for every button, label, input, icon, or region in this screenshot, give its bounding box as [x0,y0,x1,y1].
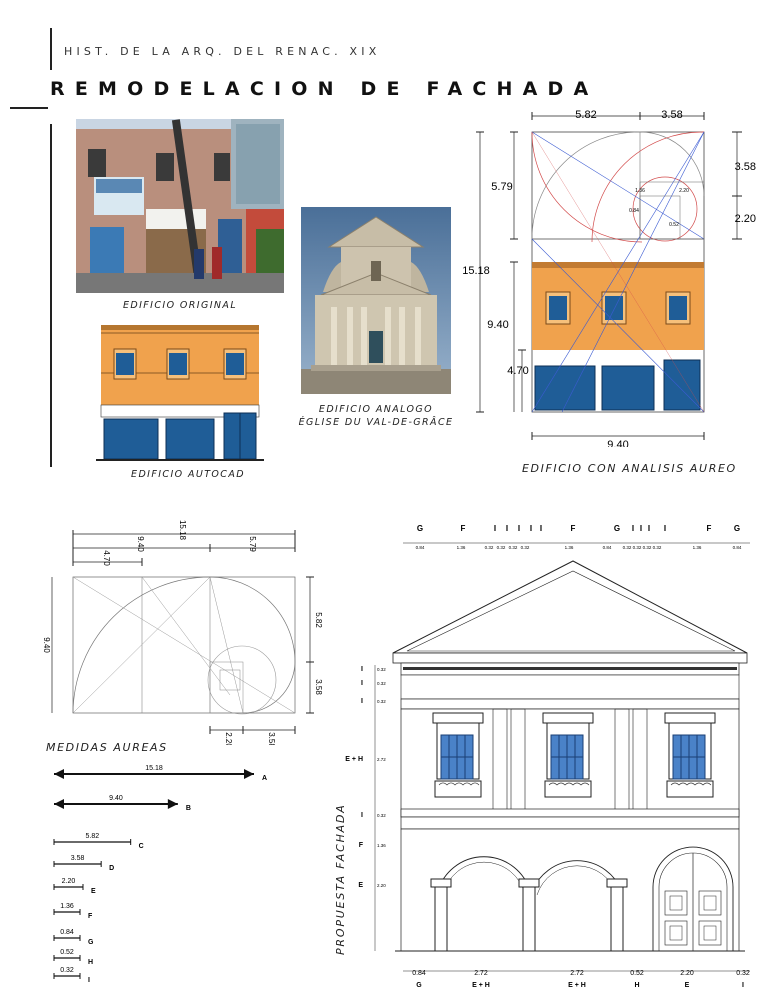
aureo-analysis-drawing [462,102,762,447]
aureo-dim-left-c: 4.70 [507,365,529,377]
propuesta-top-letter: I [529,524,533,533]
propuesta-left-letter: F [358,842,363,849]
propuesta-top-letter: I [517,524,521,533]
propuesta-left-letter: I [361,666,363,673]
scale-bar-value: 0.84 [60,929,74,936]
propuesta-top-value: 0.84 [415,545,425,550]
propuesta-bottom-value: 0.32 [736,970,750,977]
propuesta-top-value: 1.36 [456,545,466,550]
medidas-dim-right-b: 3.58 [314,679,323,695]
propuesta-top-value: 0.32 [642,545,652,550]
scale-bar-letter: C [138,843,144,850]
scale-bar-letter: I [88,977,90,982]
scale-bar-letter: D [109,865,115,872]
propuesta-left-letter: I [361,698,363,705]
propuesta-left-letter: I [361,812,363,819]
propuesta-left-letter: E [358,882,363,889]
photo-original-building [76,119,284,293]
propuesta-top-value: 1.36 [564,545,574,550]
medidas-dim-top-a: 9.40 [136,536,145,552]
aureo-dim-left-a: 5.79 [491,181,513,193]
propuesta-top-letter: G [416,524,424,533]
propuesta-top-letter: I [647,524,651,533]
scale-bar-arrow [244,769,254,779]
scale-bar-letter: B [185,805,191,812]
golden-scale-bars [44,760,284,982]
aureo-spiral-b: 2.20 [679,188,689,194]
scale-bar-letter: A [262,775,268,782]
aureo-dim-top-right: 3.58 [661,109,683,121]
caption-propuesta: PROPUESTA FACHADA [334,803,347,955]
caption-analog-2: ÉGLISE DU VAL-DE-GRÂCE [298,417,454,428]
scale-bar-arrow [54,799,64,809]
propuesta-left-value: 0.32 [377,681,386,686]
scale-bar-value: 1.36 [60,903,74,910]
scale-bar-value: 5.82 [85,833,100,840]
propuesta-top-value: 0.32 [484,545,494,550]
medidas-dim-bottom-a: 2.20 [224,732,233,745]
propuesta-top-value: 0.32 [508,545,518,550]
aureo-spiral-d: 0.52 [669,222,679,228]
aureo-dim-right-top: 3.58 [734,161,756,173]
propuesta-left-letter: E + H [345,756,363,763]
propuesta-top-letter: I [639,524,643,533]
medidas-dim-right-a: 5.82 [314,612,323,628]
propuesta-top-letter: I [539,524,543,533]
propuesta-left-value: 2.20 [377,883,386,888]
propuesta-top-letter: I [505,524,509,533]
scale-bar-letter: H [88,959,94,966]
scale-bar-arrow [54,769,64,779]
caption-aureo: EDIFICIO CON ANALISIS AUREO [522,462,737,475]
medidas-dim-left: 9.40 [42,637,51,653]
scale-bar-letter: F [88,913,93,920]
propuesta-bottom-letter: E + H [472,982,490,989]
propuesta-top-value: 0.32 [652,545,662,550]
aureo-dim-right-bottom: 2.20 [734,213,756,225]
autocad-building-drawing [96,323,264,462]
course-subtitle: HIST. DE LA ARQ. DEL RENAC. XIX [64,45,381,58]
aureo-dim-left-b: 9.40 [487,319,509,331]
header-vertical-rule [50,28,52,70]
scale-bar-letter: G [88,939,94,946]
caption-original: EDIFICIO ORIGINAL [122,300,238,311]
propuesta-top-letter: I [631,524,635,533]
propuesta-top-letter: I [663,524,667,533]
title-underline [10,107,48,109]
aureo-dim-bottom: 9.40 [607,439,629,447]
propuesta-bottom-value: 0.84 [412,970,426,977]
medidas-aureas-drawing [30,520,330,745]
propuesta-left-value: 2.72 [377,757,386,762]
medidas-dim-top-b: 5.79 [248,536,257,552]
propuesta-top-letter: F [460,524,466,533]
propuesta-top-value: 1.36 [692,545,702,550]
scale-bar-value: 0.52 [60,949,74,956]
propuesta-bottom-letter: G [416,982,422,989]
medidas-dim-top-total: 15.18 [178,520,187,541]
propuesta-facade-drawing [345,515,765,995]
aureo-dim-top-left: 5.82 [575,109,597,121]
propuesta-bottom-letter: E [684,982,690,989]
propuesta-top-value: 0.84 [602,545,612,550]
propuesta-top-value: 0.84 [732,545,742,550]
aureo-dim-left-total: 15.18 [462,265,490,277]
left-vertical-rule [50,124,52,467]
propuesta-top-letter: G [733,524,741,533]
propuesta-left-letter: I [361,680,363,687]
propuesta-bottom-value: 0.52 [630,970,644,977]
scale-bar-value: 0.32 [60,967,74,974]
propuesta-top-value: 0.32 [520,545,530,550]
scale-bar-value: 3.58 [70,855,85,862]
scale-bar-value: 15.18 [145,765,163,772]
scale-bar-value: 2.20 [61,878,76,885]
propuesta-top-letter: I [493,524,497,533]
scale-bar-letter: E [90,888,96,895]
medidas-dim-top-c: 4.70 [102,550,111,566]
propuesta-left-value: 0.32 [377,699,386,704]
scale-bar-arrow [168,799,178,809]
scale-bar-value: 9.40 [109,795,123,802]
propuesta-bottom-letter: I [742,982,744,989]
medidas-dim-bottom-b: 3.58 [267,732,276,745]
caption-medidas: MEDIDAS AUREAS [46,741,168,754]
page-title: REMODELACION DE FACHADA [50,78,599,100]
propuesta-top-letter: G [613,524,621,533]
propuesta-bottom-letter: H [634,982,640,989]
aureo-spiral-a: 1.36 [635,188,645,194]
propuesta-top-value: 0.32 [632,545,642,550]
propuesta-top-value: 0.32 [622,545,632,550]
propuesta-left-value: 0.32 [377,813,386,818]
propuesta-top-letter: F [570,524,576,533]
propuesta-bottom-letter: E + H [568,982,586,989]
propuesta-bottom-value: 2.72 [474,970,488,977]
photo-val-de-grace [301,207,451,394]
propuesta-top-letter: F [706,524,712,533]
aureo-spiral-c: 0.84 [629,208,639,214]
propuesta-top-value: 0.32 [496,545,506,550]
propuesta-left-value: 1.36 [377,843,386,848]
propuesta-bottom-value: 2.20 [680,970,694,977]
propuesta-bottom-value: 2.72 [570,970,584,977]
caption-autocad: EDIFICIO AUTOCAD [131,469,245,480]
caption-analog-1: EDIFICIO ANALOGO [318,404,434,415]
propuesta-left-value: 0.32 [377,667,386,672]
